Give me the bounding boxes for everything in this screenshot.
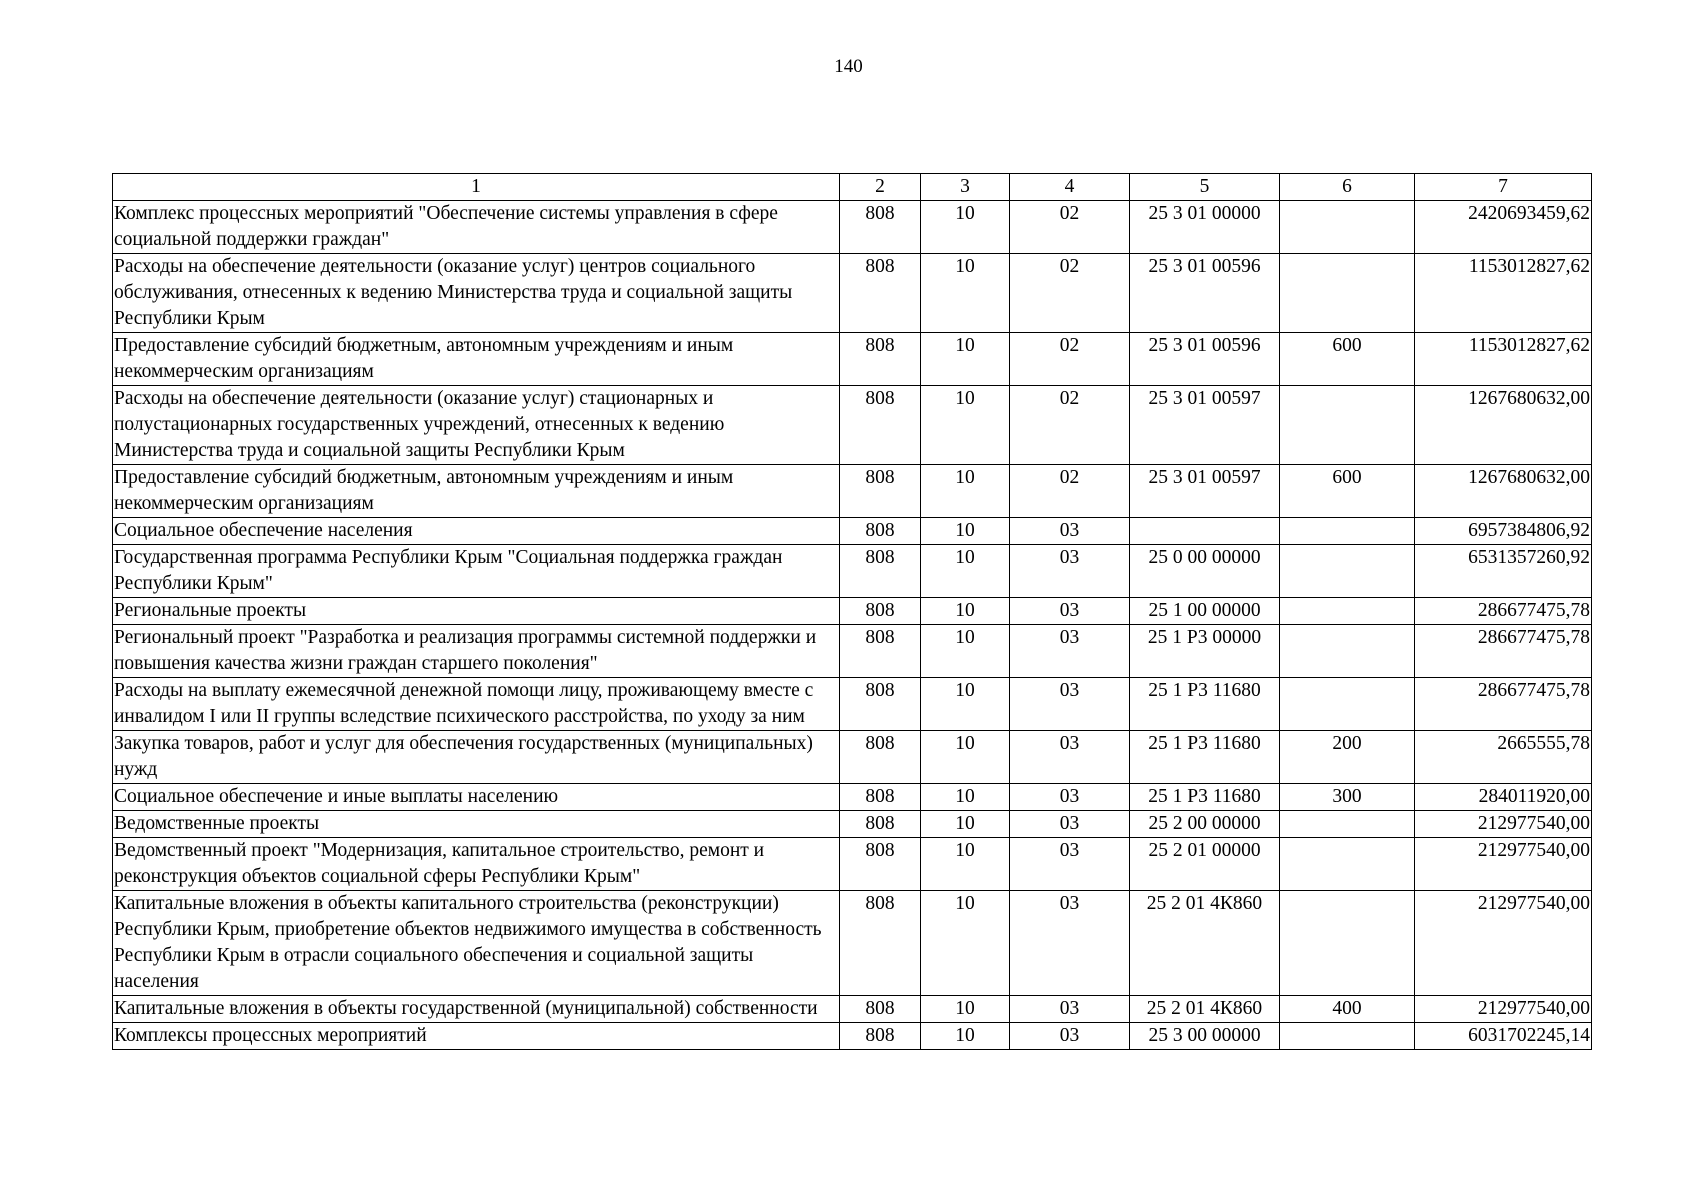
row-name-cell: Капитальные вложения в объекты государственной (муниципальной) собственности xyxy=(113,996,840,1023)
row-expense-type-cell xyxy=(1280,201,1415,254)
row-name-cell: Расходы на обеспечение деятельности (оказание услуг) центров социального обслуживания, отнесенных к ведению Министерства труда и социальной защиты Республики Крым xyxy=(113,254,840,333)
row-expense-type-cell xyxy=(1280,891,1415,996)
row-subsection-cell: 03 xyxy=(1010,625,1130,678)
header-cell: 1 xyxy=(113,174,840,201)
row-subsection-cell: 03 xyxy=(1010,838,1130,891)
row-expense-type-cell: 300 xyxy=(1280,784,1415,811)
header-cell: 2 xyxy=(840,174,921,201)
row-section-cell: 10 xyxy=(921,625,1010,678)
row-expense-type-cell xyxy=(1280,545,1415,598)
row-name-cell: Комплекс процессных мероприятий "Обеспечение системы управления в сфере социальной поддержки граждан" xyxy=(113,201,840,254)
row-name-cell: Социальное обеспечение и иные выплаты населению xyxy=(113,784,840,811)
row-expense-type-cell xyxy=(1280,598,1415,625)
row-admin-code-cell: 808 xyxy=(840,386,921,465)
row-admin-code-cell: 808 xyxy=(840,254,921,333)
row-amount-cell: 212977540,00 xyxy=(1415,891,1592,996)
row-section-cell: 10 xyxy=(921,518,1010,545)
row-subsection-cell: 03 xyxy=(1010,996,1130,1023)
row-section-cell: 10 xyxy=(921,678,1010,731)
header-cell: 7 xyxy=(1415,174,1592,201)
row-target-article-cell: 25 3 01 00596 xyxy=(1130,333,1280,386)
row-amount-cell: 6957384806,92 xyxy=(1415,518,1592,545)
table-row xyxy=(113,811,1592,838)
row-target-article-cell: 25 3 00 00000 xyxy=(1130,1023,1280,1050)
row-expense-type-cell: 600 xyxy=(1280,465,1415,518)
row-expense-type-cell xyxy=(1280,838,1415,891)
row-amount-cell: 1267680632,00 xyxy=(1415,386,1592,465)
table-body xyxy=(113,201,1592,1050)
row-admin-code-cell: 808 xyxy=(840,1023,921,1050)
row-name-cell: Региональные проекты xyxy=(113,598,840,625)
row-expense-type-cell xyxy=(1280,678,1415,731)
row-name-cell: Социальное обеспечение населения xyxy=(113,518,840,545)
table-row xyxy=(113,465,1592,518)
row-target-article-cell: 25 2 00 00000 xyxy=(1130,811,1280,838)
table-row xyxy=(113,731,1592,784)
row-admin-code-cell: 808 xyxy=(840,784,921,811)
row-target-article-cell: 25 1 P3 11680 xyxy=(1130,784,1280,811)
row-section-cell: 10 xyxy=(921,1023,1010,1050)
row-section-cell: 10 xyxy=(921,891,1010,996)
row-section-cell: 10 xyxy=(921,386,1010,465)
table-row xyxy=(113,201,1592,254)
row-amount-cell: 6031702245,14 xyxy=(1415,1023,1592,1050)
header-row xyxy=(113,174,1592,201)
row-expense-type-cell xyxy=(1280,518,1415,545)
row-name-cell: Расходы на выплату ежемесячной денежной помощи лицу, проживающему вместе с инвалидом I или II группы вследствие психического расстройства, по уходу за ним xyxy=(113,678,840,731)
row-target-article-cell: 25 3 01 00597 xyxy=(1130,386,1280,465)
row-section-cell: 10 xyxy=(921,784,1010,811)
row-target-article-cell: 25 3 01 00596 xyxy=(1130,254,1280,333)
row-subsection-cell: 02 xyxy=(1010,333,1130,386)
row-amount-cell: 1153012827,62 xyxy=(1415,333,1592,386)
row-name-cell: Предоставление субсидий бюджетным, автономным учреждениям и иным некоммерческим организациям xyxy=(113,465,840,518)
row-admin-code-cell: 808 xyxy=(840,625,921,678)
row-amount-cell: 212977540,00 xyxy=(1415,811,1592,838)
row-target-article-cell: 25 3 01 00597 xyxy=(1130,465,1280,518)
table-row xyxy=(113,838,1592,891)
table-row xyxy=(113,518,1592,545)
row-name-cell: Региональный проект "Разработка и реализация программы системной поддержки и повышения качества жизни граждан старшего поколения" xyxy=(113,625,840,678)
row-subsection-cell: 03 xyxy=(1010,731,1130,784)
row-section-cell: 10 xyxy=(921,838,1010,891)
row-admin-code-cell: 808 xyxy=(840,891,921,996)
row-admin-code-cell: 808 xyxy=(840,731,921,784)
row-admin-code-cell: 808 xyxy=(840,838,921,891)
row-admin-code-cell: 808 xyxy=(840,811,921,838)
row-subsection-cell: 03 xyxy=(1010,811,1130,838)
row-amount-cell: 1153012827,62 xyxy=(1415,254,1592,333)
row-section-cell: 10 xyxy=(921,254,1010,333)
header-cell: 6 xyxy=(1280,174,1415,201)
row-name-cell: Закупка товаров, работ и услуг для обеспечения государственных (муниципальных) нужд xyxy=(113,731,840,784)
row-amount-cell: 286677475,78 xyxy=(1415,678,1592,731)
row-target-article-cell xyxy=(1130,518,1280,545)
row-admin-code-cell: 808 xyxy=(840,598,921,625)
row-admin-code-cell: 808 xyxy=(840,996,921,1023)
row-expense-type-cell: 200 xyxy=(1280,731,1415,784)
table-row xyxy=(113,598,1592,625)
row-admin-code-cell: 808 xyxy=(840,678,921,731)
row-subsection-cell: 03 xyxy=(1010,678,1130,731)
table-row xyxy=(113,333,1592,386)
row-subsection-cell: 02 xyxy=(1010,465,1130,518)
row-subsection-cell: 02 xyxy=(1010,386,1130,465)
row-subsection-cell: 03 xyxy=(1010,518,1130,545)
row-subsection-cell: 03 xyxy=(1010,1023,1130,1050)
row-amount-cell: 212977540,00 xyxy=(1415,996,1592,1023)
row-name-cell: Капитальные вложения в объекты капитального строительства (реконструкции) Республики Крым, приобретение объектов недвижимого имущества в собственность Республики Крым в отрасли социального обеспечения и социальной защиты населения xyxy=(113,891,840,996)
row-subsection-cell: 03 xyxy=(1010,891,1130,996)
row-amount-cell: 1267680632,00 xyxy=(1415,465,1592,518)
row-expense-type-cell xyxy=(1280,625,1415,678)
row-target-article-cell: 25 0 00 00000 xyxy=(1130,545,1280,598)
row-admin-code-cell: 808 xyxy=(840,333,921,386)
row-amount-cell: 212977540,00 xyxy=(1415,838,1592,891)
row-target-article-cell: 25 2 01 4К860 xyxy=(1130,891,1280,996)
row-admin-code-cell: 808 xyxy=(840,465,921,518)
row-admin-code-cell: 808 xyxy=(840,545,921,598)
row-amount-cell: 286677475,78 xyxy=(1415,625,1592,678)
row-section-cell: 10 xyxy=(921,996,1010,1023)
row-subsection-cell: 02 xyxy=(1010,201,1130,254)
row-target-article-cell: 25 2 01 00000 xyxy=(1130,838,1280,891)
row-amount-cell: 2665555,78 xyxy=(1415,731,1592,784)
row-expense-type-cell xyxy=(1280,811,1415,838)
row-target-article-cell: 25 1 P3 00000 xyxy=(1130,625,1280,678)
table-row xyxy=(113,625,1592,678)
row-amount-cell: 6531357260,92 xyxy=(1415,545,1592,598)
row-expense-type-cell xyxy=(1280,386,1415,465)
header-cell: 5 xyxy=(1130,174,1280,201)
row-expense-type-cell: 400 xyxy=(1280,996,1415,1023)
row-name-cell: Государственная программа Республики Крым "Социальная поддержка граждан Республики Крым" xyxy=(113,545,840,598)
row-target-article-cell: 25 1 P3 11680 xyxy=(1130,678,1280,731)
table-row xyxy=(113,254,1592,333)
row-admin-code-cell: 808 xyxy=(840,201,921,254)
row-subsection-cell: 03 xyxy=(1010,598,1130,625)
table-row xyxy=(113,891,1592,996)
row-admin-code-cell: 808 xyxy=(840,518,921,545)
row-target-article-cell: 25 3 01 00000 xyxy=(1130,201,1280,254)
row-section-cell: 10 xyxy=(921,465,1010,518)
table-row xyxy=(113,678,1592,731)
row-subsection-cell: 03 xyxy=(1010,545,1130,598)
row-amount-cell: 284011920,00 xyxy=(1415,784,1592,811)
row-name-cell: Расходы на обеспечение деятельности (оказание услуг) стационарных и полустационарных государственных учреждений, отнесенных к ведению Министерства труда и социальной защиты Республики Крым xyxy=(113,386,840,465)
page-number: 140 xyxy=(834,56,863,77)
row-amount-cell: 286677475,78 xyxy=(1415,598,1592,625)
header-cell: 3 xyxy=(921,174,1010,201)
row-amount-cell: 2420693459,62 xyxy=(1415,201,1592,254)
row-subsection-cell: 03 xyxy=(1010,784,1130,811)
table-row xyxy=(113,996,1592,1023)
row-section-cell: 10 xyxy=(921,731,1010,784)
row-name-cell: Ведомственный проект "Модернизация, капитальное строительство, ремонт и реконструкция объектов социальной сферы Республики Крым" xyxy=(113,838,840,891)
row-expense-type-cell xyxy=(1280,254,1415,333)
row-section-cell: 10 xyxy=(921,201,1010,254)
row-name-cell: Комплексы процессных мероприятий xyxy=(113,1023,840,1050)
row-section-cell: 10 xyxy=(921,598,1010,625)
table-row xyxy=(113,1023,1592,1050)
header-cell: 4 xyxy=(1010,174,1130,201)
row-section-cell: 10 xyxy=(921,545,1010,598)
row-target-article-cell: 25 1 00 00000 xyxy=(1130,598,1280,625)
table-row xyxy=(113,545,1592,598)
row-section-cell: 10 xyxy=(921,811,1010,838)
row-expense-type-cell: 600 xyxy=(1280,333,1415,386)
table-row xyxy=(113,784,1592,811)
budget-table xyxy=(112,173,1592,1050)
row-section-cell: 10 xyxy=(921,333,1010,386)
row-target-article-cell: 25 2 01 4К860 xyxy=(1130,996,1280,1023)
row-subsection-cell: 02 xyxy=(1010,254,1130,333)
row-target-article-cell: 25 1 P3 11680 xyxy=(1130,731,1280,784)
table-row xyxy=(113,386,1592,465)
row-name-cell: Предоставление субсидий бюджетным, автономным учреждениям и иным некоммерческим организациям xyxy=(113,333,840,386)
row-name-cell: Ведомственные проекты xyxy=(113,811,840,838)
row-expense-type-cell xyxy=(1280,1023,1415,1050)
